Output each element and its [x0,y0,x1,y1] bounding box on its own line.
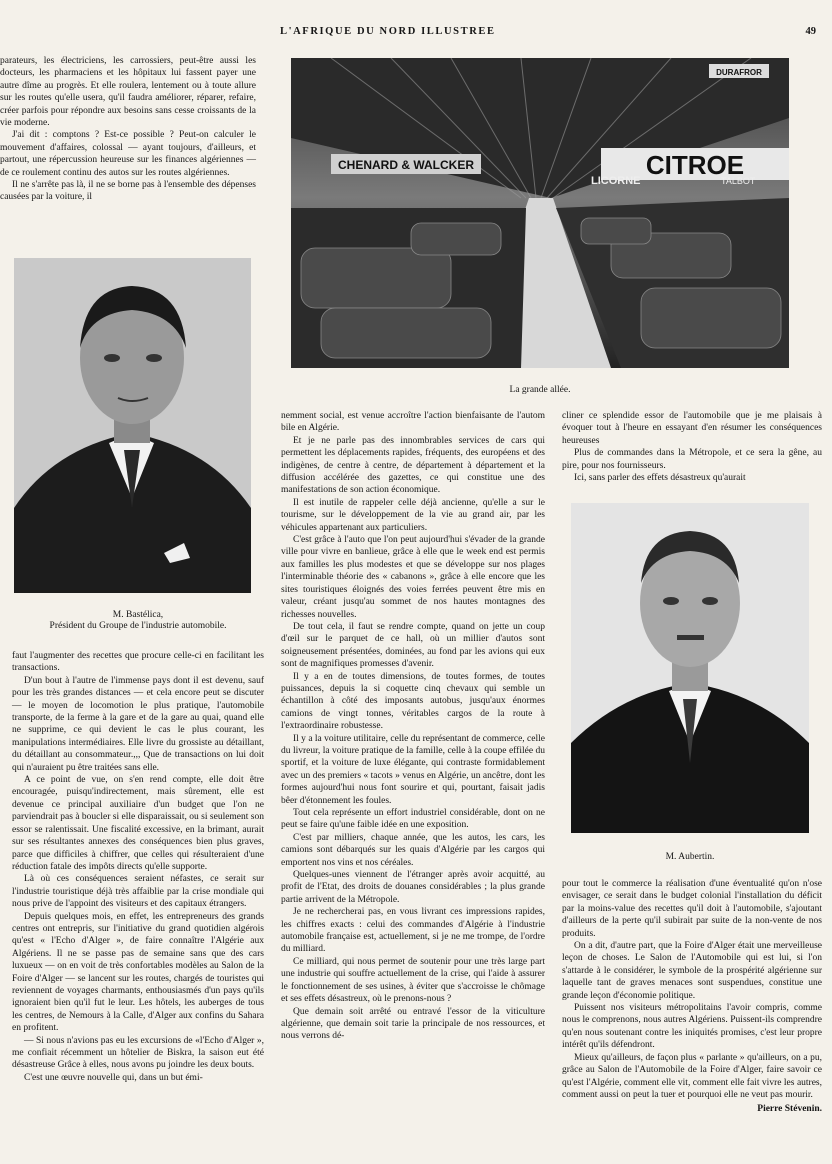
paragraph: Tout cela représente un effort industriel considérable, dont on ne peut se faire qu'une faible idée en une exposition. [281,808,545,831]
paragraph: Il y a en de toutes dimensions, de toutes formes, de toutes puissances, depuis la si coquette cinq chevaux qui semble un échantillon à côté des imposants autobus, jusqu'aux énormes camions de vingt tonnes, véritables cargos de la route à l'extraordinaire robustesse. [281,671,545,732]
paragraph: C'est une œuvre nouvelle qui, dans un but émi- [24,1072,203,1083]
column-1-top [0,55,256,204]
caption-aubertin: M. Aubertin. [665,852,715,862]
paragraph: cliner ce splendide essor de l'automobile que je me plaisais à évoquer tout à l'heure en essayant d'en résumer les conséquences heureuses [562,411,822,446]
column-2 [281,410,545,1043]
paragraph: Quelques-unes viennent de l'étranger après avoir acquitté, au profit de l'Etat, des droits de douanes considérables ; la plus grande partie arrivent de la Métropole. [281,870,545,905]
paragraph: Depuis quelques mois, en effet, les entrepreneurs des grands centres ont entrepris, sur l'initiative du grand quotidien algérois qu'est « l'Echo d'Alger », de faire connaître l'Algérie aux Algériens. Il ne se passe pas de semaine sans que des cars luxueux — on en voit de très confortables modèles au Salon de la Foire d'Alger — se lancent sur les routes, chargés de touristes qui reviennent de voyages charmants, enthousiasmés d'un pays qu'ils ignoraient bien qu'il fut le leur. Les hôtels, les auberges de tous les centres, de Nemours à la Calle, d'Alger aux confins du Sahara en profitent. [12,911,264,1034]
column-3-top [562,410,822,484]
page-number: 49 [805,26,816,37]
paragraph: parateurs, les électriciens, les carrossiers, peut-être aussi les docteurs, les pharmaciens et les hôpitaux lui fassent payer une autre dîme au progrès. Et elle roulera, lentement ou à toute allure sur les routes qu'elle usera, qu'il faudra améliorer, réparer, refaire, créer parfois pour répondre aux besoins sans cesse croissants de la vie moderne. [0,56,256,129]
running-header: L'AFRIQUE DU NORD ILLUSTREE [280,26,496,37]
paragraph: Ce milliard, qui nous permet de soutenir pour une très large part une industrie qui souffre actuellement de la crise, qui l'aide à assurer le fonctionnement de ses usines, à éviter que s'accroisse le chômage et ses effets désastreux, où le prenons-nous ? [281,956,545,1005]
paragraph: On a dit, d'autre part, que la Foire d'Alger était une merveilleuse leçon de choses. Le Salon de l'Automobile qui est lui, si l'on s'attarde à le considérer, le symbole de la prospérité algérienne sur laquelle tant de graves menaces sont suspendues, constitue une grande leçon d'économie politique. [562,941,822,1001]
caption-grande-allee: La grande allée. [509,385,571,395]
paragraph: A ce point de vue, on s'en rend compte, elle doit être encouragée, puisqu'indirectement, mais sûrement, elle est devenue ce principal auxiliaire d'un budget que l'on ne parviendrait pas à boucler si elle disparaissait, ou si seulement son essor se ralentissait. Une fiscalité excessive, en la brimant, aurait sur ses résultantes annexes des conséquences bien plus graves, parce que difficiles à chiffrer, que celles qui résulteraient d'une réduction fatale des impôts directs qu'elle supporte. [12,775,264,872]
paragraph: Plus de commandes dans la Métropole, et ce sera la gêne, au pire, pour nos fournisseurs. [562,448,822,471]
paragraph: Je ne rechercherai pas, en vous livrant ces impressions rapides, les chiffres exacts : celui des commandes d'Algérie à l'industrie automobile française est, actuellement, si je ne me trompe, de l'ordre du milliard. [281,907,545,955]
paragraph: C'est grâce à l'auto que l'on peut aujourd'hui s'évader de la grande ville pour vivre en banlieue, grâce à elle que le week end est permis aux familles les plus modestes et que se développe sur nos plages l'interminable théorie des « cabanons », grâce à elle encore que les sites touristiques éloignés des voies ferrées peuvent être mis en valeur, créant jusqu'au sommet de nos hautes montagnes des richesses nouvelles. [281,535,545,620]
paragraph: C'est par milliers, chaque année, que les autos, les cars, les camions sont débarqués sur les quais d'Algérie par les cargos qui emportent nos vins et nos céréales. [281,832,545,868]
sign-licorne: LICORNE [591,175,641,187]
paragraph: Il est inutile de rappeler celle déjà ancienne, qu'elle a sur le tourisme, sur le développement de la vie au grand air, par les véhicules appartenant aux particuliers. [281,497,545,533]
sign-citroen: CITROE [645,150,745,180]
paragraph: Et je ne parle pas des innombrables services de cars qui permettent les déplacements rapides, fréquents, des européens et des indigènes, de centre à centre, de département à département et la diffusion accélérée des gazettes, ce qui constitue une des manifestations de son action économique. [281,435,545,496]
paragraph: D'un bout à l'autre de l'immense pays dont il est devenu, sauf pour les très grandes distances — et cela encore peut se discuter — le moyen de locomotion le plus pratique, l'automobile transporte, de la ferme à la gare et de la gare au quai, quand elle ne supprime, ce qui devient le cas le plus courant, les manipulations intermédiaires. Elle livre du grossiste au détaillant, du détaillant au consommateur.,,, Que de transactions on lui doit qui n'auraient pu être traitées sans elle. [12,675,264,773]
paragraph: De tout cela, il faut se rendre compte, quand on jette un coup d'œil sur le parquet de ce hall, où un millier d'autos sont soigneusement présentées, dominées, au fond par les avions qui eux sont de magnifiques promesses d'avenir. [281,621,545,670]
paragraph: Il y a la voiture utilitaire, celle du représentant de commerce, celle du livreur, la voiture pratique de la famille, celle à la coupe effilée du sportif, et la voiture de luxe élégante, qui contraste formidablement avec un des premiers « tacots » venus en Algérie, un ancêtre, dont les formes aujourd'hui nous font sourire et qui, pourtant, faisait jadis bêer d'étonnement les foules. [281,733,545,806]
paragraph: faut l'augmenter des recettes que procure celle-ci en facilitant les transactions. [12,651,264,674]
paragraph: nemment social, est venue accroître l'action bienfaisante de l'autom bile en Algérie. [281,411,545,434]
paragraph: Puissent nos visiteurs métropolitains l'avoir compris, comme nous le comprenons, nous autres Algériens. Puissent-ils comprendre qu'en nous soutenant contre les iniquités promises, c'est leur propre intérêt qu'ils défendront. [562,1003,822,1051]
paragraph: pour tout le commerce la réalisation d'une éventualité qu'on n'ose envisager, ce serait dans le budget colonial l'installation du déficit par la moins-value des recettes qu'il doit à l'automobile, s'ajoutant d'ailleurs de la perte qu'il subirait par suite de la non-vente de nos produits. [562,879,822,939]
paragraph: — Si nous n'avions pas eu les excursions de «l'Echo d'Alger », me confiait récemment un hôtelier de Biskra, la saison eut été désastreuse Grâce à elles, nous avons pu joindre les deux bouts. [12,1035,264,1071]
photo-bastelica [14,258,251,593]
sign-talbot: TALBOT [721,176,756,186]
photo-grande-allee [291,58,789,368]
paragraph: Là où ces conséquences seraient néfastes, ce serait sur l'industrie touristique déjà très affaiblie par la crise mondiale qui nous prive de l'appoint des visiteurs et des capitaux étrangers. [12,874,264,910]
column-1-bottom [12,650,264,1084]
paragraph: Il ne s'arrête pas là, il ne se borne pas à l'ensemble des dépenses causées par la voiture, il [0,180,256,203]
paragraph: Mieux qu'ailleurs, de façon plus « parlante » qu'ailleurs, on a pu, grâce au Salon de l'Automobile de la Foire d'Alger, faire savoir ce qu'est l'Algérie, comment elle vit, comment elle fait vivre les autres, comment aussi on peut la tuer et pourquoi elle ne veut pas mourir. [562,1052,822,1100]
paragraph: Que demain soit arrêté ou entravé l'essor de la viticulture algérienne, que demain soit tarie la principale de nos ressources, et nous verrons dé- [281,1006,545,1042]
portrait-aubertin-image [571,503,809,833]
sign-chenard: CHENARD & WALCKER [338,158,474,172]
exhibition-hall-image [291,58,789,368]
caption-bastelica [12,610,264,632]
author-signature: Pierre Stévenin. [757,1104,822,1115]
photo-aubertin [571,503,809,833]
sign-duraflor: DURAFROR [716,68,762,77]
portrait-bastelica-image [14,258,251,593]
column-3-bottom [562,878,822,1116]
caption-name: M. Bastélica, [112,610,164,620]
caption-title: Président du Groupe de l'industrie automobile. [49,621,227,631]
paragraph: J'ai dit : comptons ? Est-ce possible ? Peut-on calculer le mouvement d'affaires, colossal — ayant toujours, d'ailleurs, et partout, une répercussion heureuse sur les finances algériennes — de ce roulement continu des autos sur les routes algériennes. [0,130,256,178]
paragraph: Ici, sans parler des effets désastreux qu'aurait [574,473,746,484]
